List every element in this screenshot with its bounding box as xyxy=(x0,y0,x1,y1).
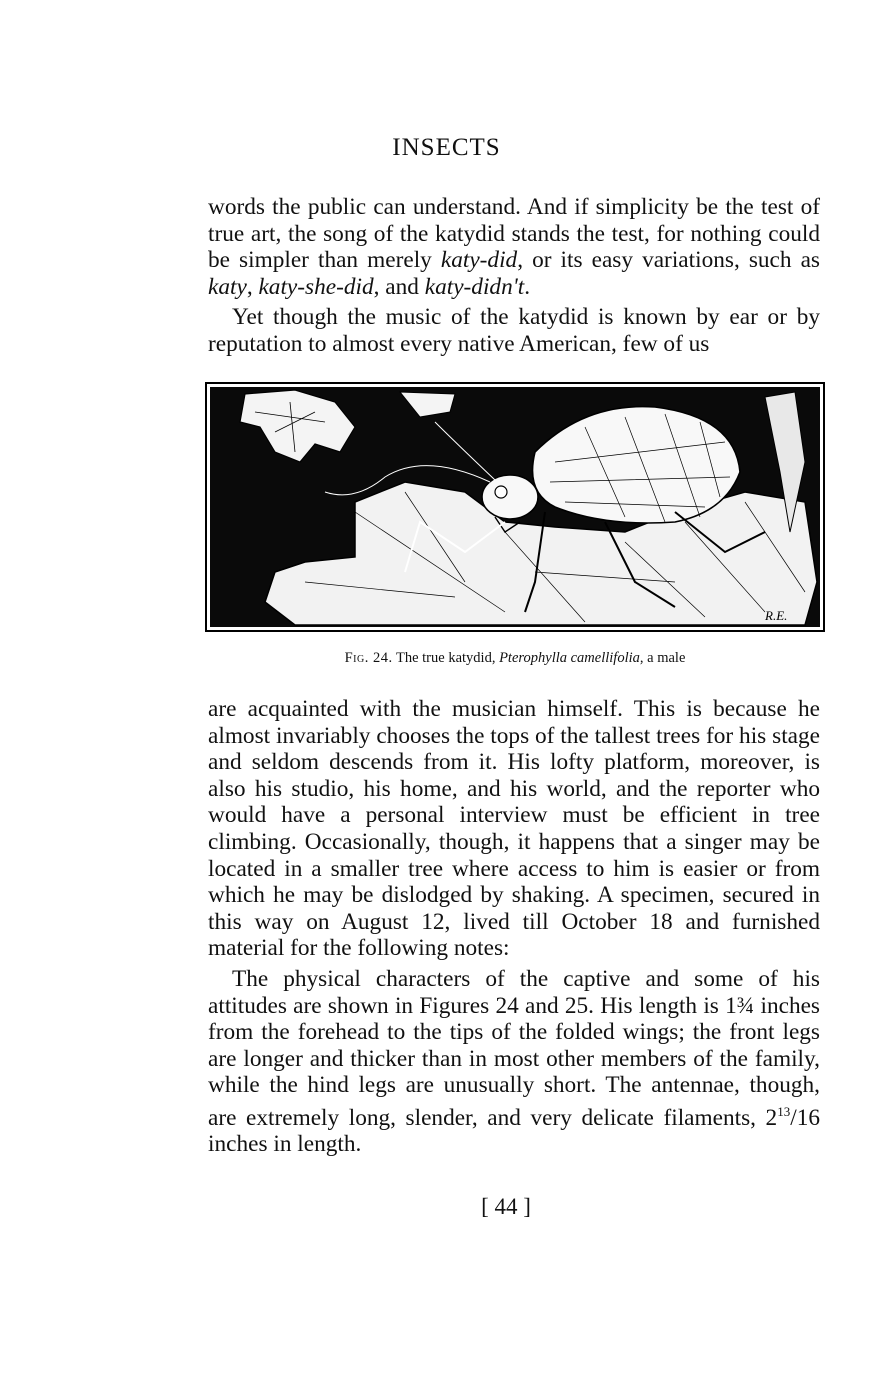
artist-signature: R.E. xyxy=(765,608,788,623)
italic-phrase: katy-she-did xyxy=(258,273,374,300)
italic-phrase: katy xyxy=(208,273,247,300)
text-run: The physical characters of the captive and some of his attitudes are shown in Figures 24 and 25. His length is 1¾ inches from the forehead to the tips of the folded wings; the front legs are longer and thicker than in most other members of the family, while the hind legs are unusually short. The antennae, though, are extremely long, slender, and very delicate filaments, 2 xyxy=(208,965,820,1131)
text-run: , and xyxy=(373,273,425,300)
running-head: INSECTS xyxy=(392,134,501,161)
katydid-drawing xyxy=(205,382,825,632)
katydid-illustration xyxy=(205,382,825,632)
text-block-bottom xyxy=(208,696,820,1158)
text-run: , xyxy=(246,273,259,300)
paragraph: Yet though the music of the katydid is known by ear or by reputation to almost every native American, few of us xyxy=(208,304,820,357)
caption-text: The true katydid, xyxy=(395,650,500,666)
figure-label: Fig. 24. xyxy=(344,650,393,666)
italic-phrase: katy-didn't xyxy=(424,273,525,300)
paragraph xyxy=(208,194,820,300)
superscript: 13 xyxy=(777,1103,791,1119)
page-number: [ 44 ] xyxy=(481,1194,531,1219)
paragraph xyxy=(208,966,820,1158)
text-run: /16 inches in length. xyxy=(208,1104,820,1158)
text-block-top xyxy=(208,194,820,358)
text-run: . xyxy=(524,273,531,300)
text-run: words the public can understand. And if simplicity be the test of true art, the song of the katydid stands the test, for nothing could be simpler than merely xyxy=(208,194,820,274)
figure-caption xyxy=(0,650,893,667)
italic-phrase: katy-did xyxy=(440,247,518,274)
text-run: , or its easy variations, such as xyxy=(517,247,820,274)
paragraph: are acquainted with the musician himself. This is because he almost invariably chooses the tops of the tallest trees for his stage and seldom descends from it. His lofty platform, moreover, is also his studio, his home, and his world, and the reporter who would have a personal interview must be efficient in tree climbing. Occasionally, though, it happens that a singer may be located in a smaller tree where access to him is easier or from which he may be dislodged by shaking. A specimen, secured in this way on August 12, lived till October 18 and furnished material for the following notes: xyxy=(208,696,820,962)
caption-text: , a male xyxy=(639,650,686,666)
species-name: Pterophylla camellifolia xyxy=(499,650,640,666)
